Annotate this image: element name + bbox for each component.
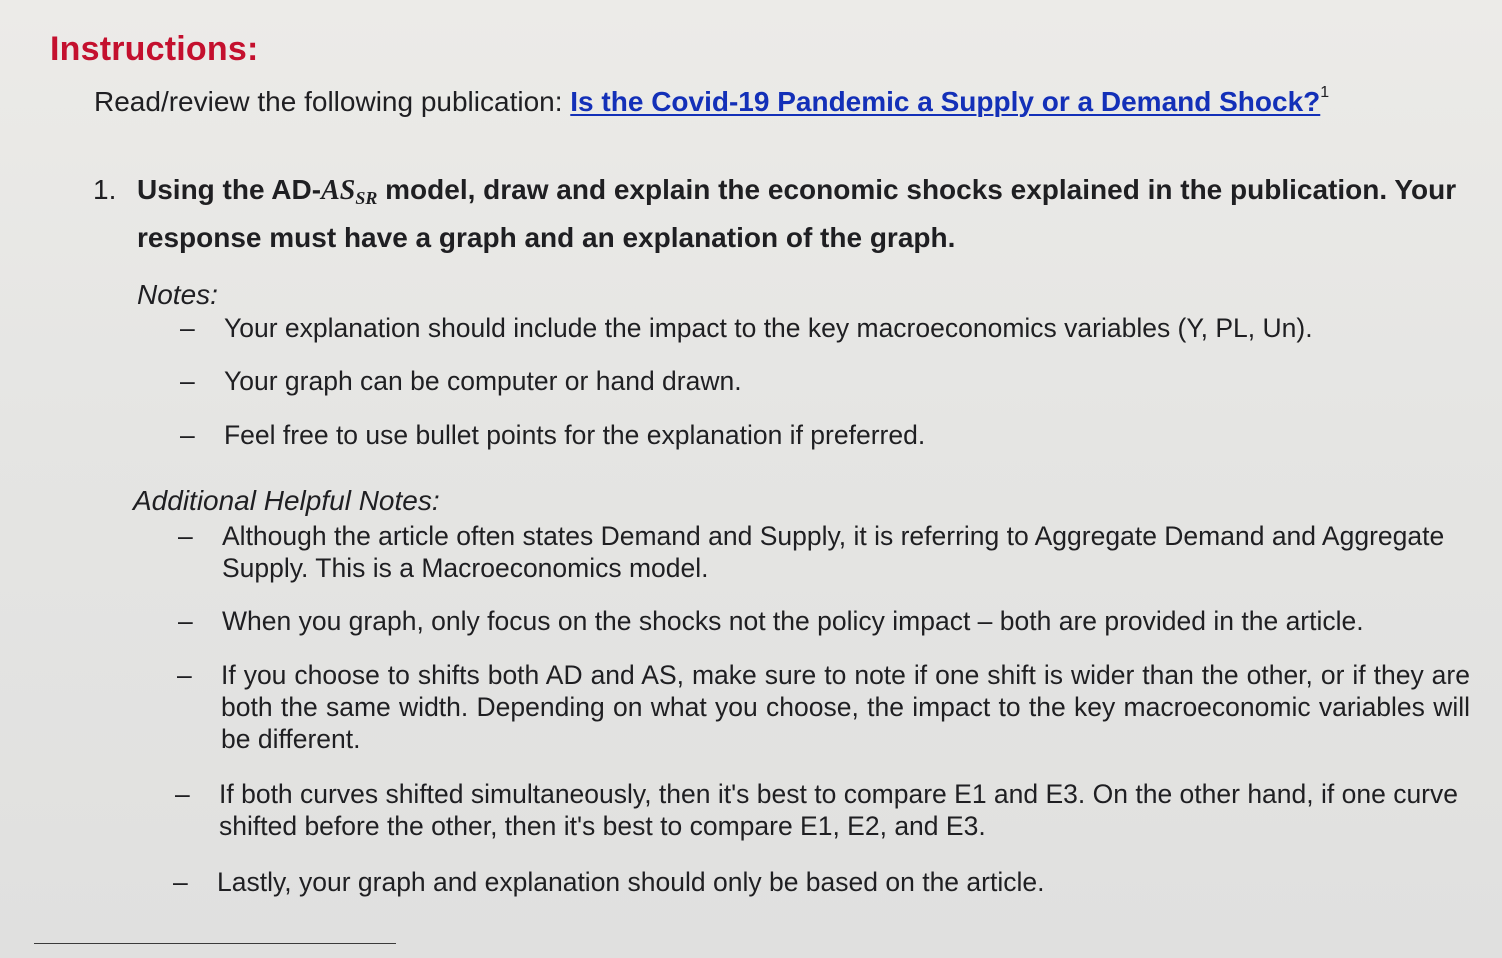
additional-note-item: [178, 605, 1472, 637]
additional-note-item: [173, 866, 1467, 898]
question-text: [137, 170, 1477, 258]
dash-marker: –: [173, 867, 188, 897]
additional-notes-heading: Additional Helpful Notes:: [133, 485, 440, 516]
notes-heading: Notes:: [137, 279, 218, 310]
dash-marker: –: [178, 606, 193, 636]
footnote-mark: 1: [1320, 84, 1330, 101]
dash-marker: –: [175, 779, 190, 809]
footnote-divider: [34, 943, 396, 944]
model-subscript: SR: [355, 188, 378, 208]
additional-note-item: [175, 778, 1475, 842]
note-text: Your explanation should include the impact to the key macroeconomics variables (Y, PL, Un).: [224, 313, 1313, 343]
note-text: Your graph can be computer or hand drawn.: [224, 366, 742, 396]
additional-note-item: [177, 659, 1470, 755]
question-text-part2: model, draw and explain the economic shocks explained in the publication. Your response must have a graph and an explanation of the graph.: [137, 174, 1457, 253]
intro-line: [94, 84, 1329, 118]
question-text-part1: Using the AD-: [137, 174, 322, 205]
dash-marker: –: [178, 521, 193, 551]
dash-marker: –: [180, 366, 195, 396]
note-text: Feel free to use bullet points for the explanation if preferred.: [224, 420, 926, 450]
additional-note-text: When you graph, only focus on the shocks not the policy impact – both are provided in the article.: [222, 606, 1364, 636]
intro-text: Read/review the following publication:: [94, 86, 571, 117]
dash-marker: –: [180, 313, 195, 343]
additional-note-text: If both curves shifted simultaneously, then it's best to compare E1 and E3. On the other hand, if one curve shifted before the other, then it's best to compare E1, E2, and E3.: [219, 779, 1458, 841]
note-item: [180, 419, 1474, 451]
note-item: [180, 365, 1474, 397]
dash-marker: –: [180, 420, 195, 450]
publication-link[interactable]: Is the Covid-19 Pandemic a Supply or a Demand Shock?: [570, 86, 1321, 117]
additional-note-text: Lastly, your graph and explanation should only be based on the article.: [217, 867, 1045, 897]
model-as: AS: [321, 175, 356, 206]
question-number: 1.: [93, 174, 117, 205]
instructions-title: Instructions:: [50, 30, 259, 68]
additional-note-item: [178, 520, 1472, 584]
additional-note-text: If you choose to shifts both AD and AS, make sure to note if one shift is wider than the other, or if they are both the same width. Depending on what you choose, the impact to the key macroeconomic variables will be different.: [221, 660, 1470, 754]
additional-note-text: Although the article often states Demand and Supply, it is referring to Aggregate Demand and Aggregate Supply. This is a Macroeconomics model.: [222, 521, 1445, 583]
note-item: [180, 312, 1474, 344]
dash-marker: –: [177, 660, 192, 690]
